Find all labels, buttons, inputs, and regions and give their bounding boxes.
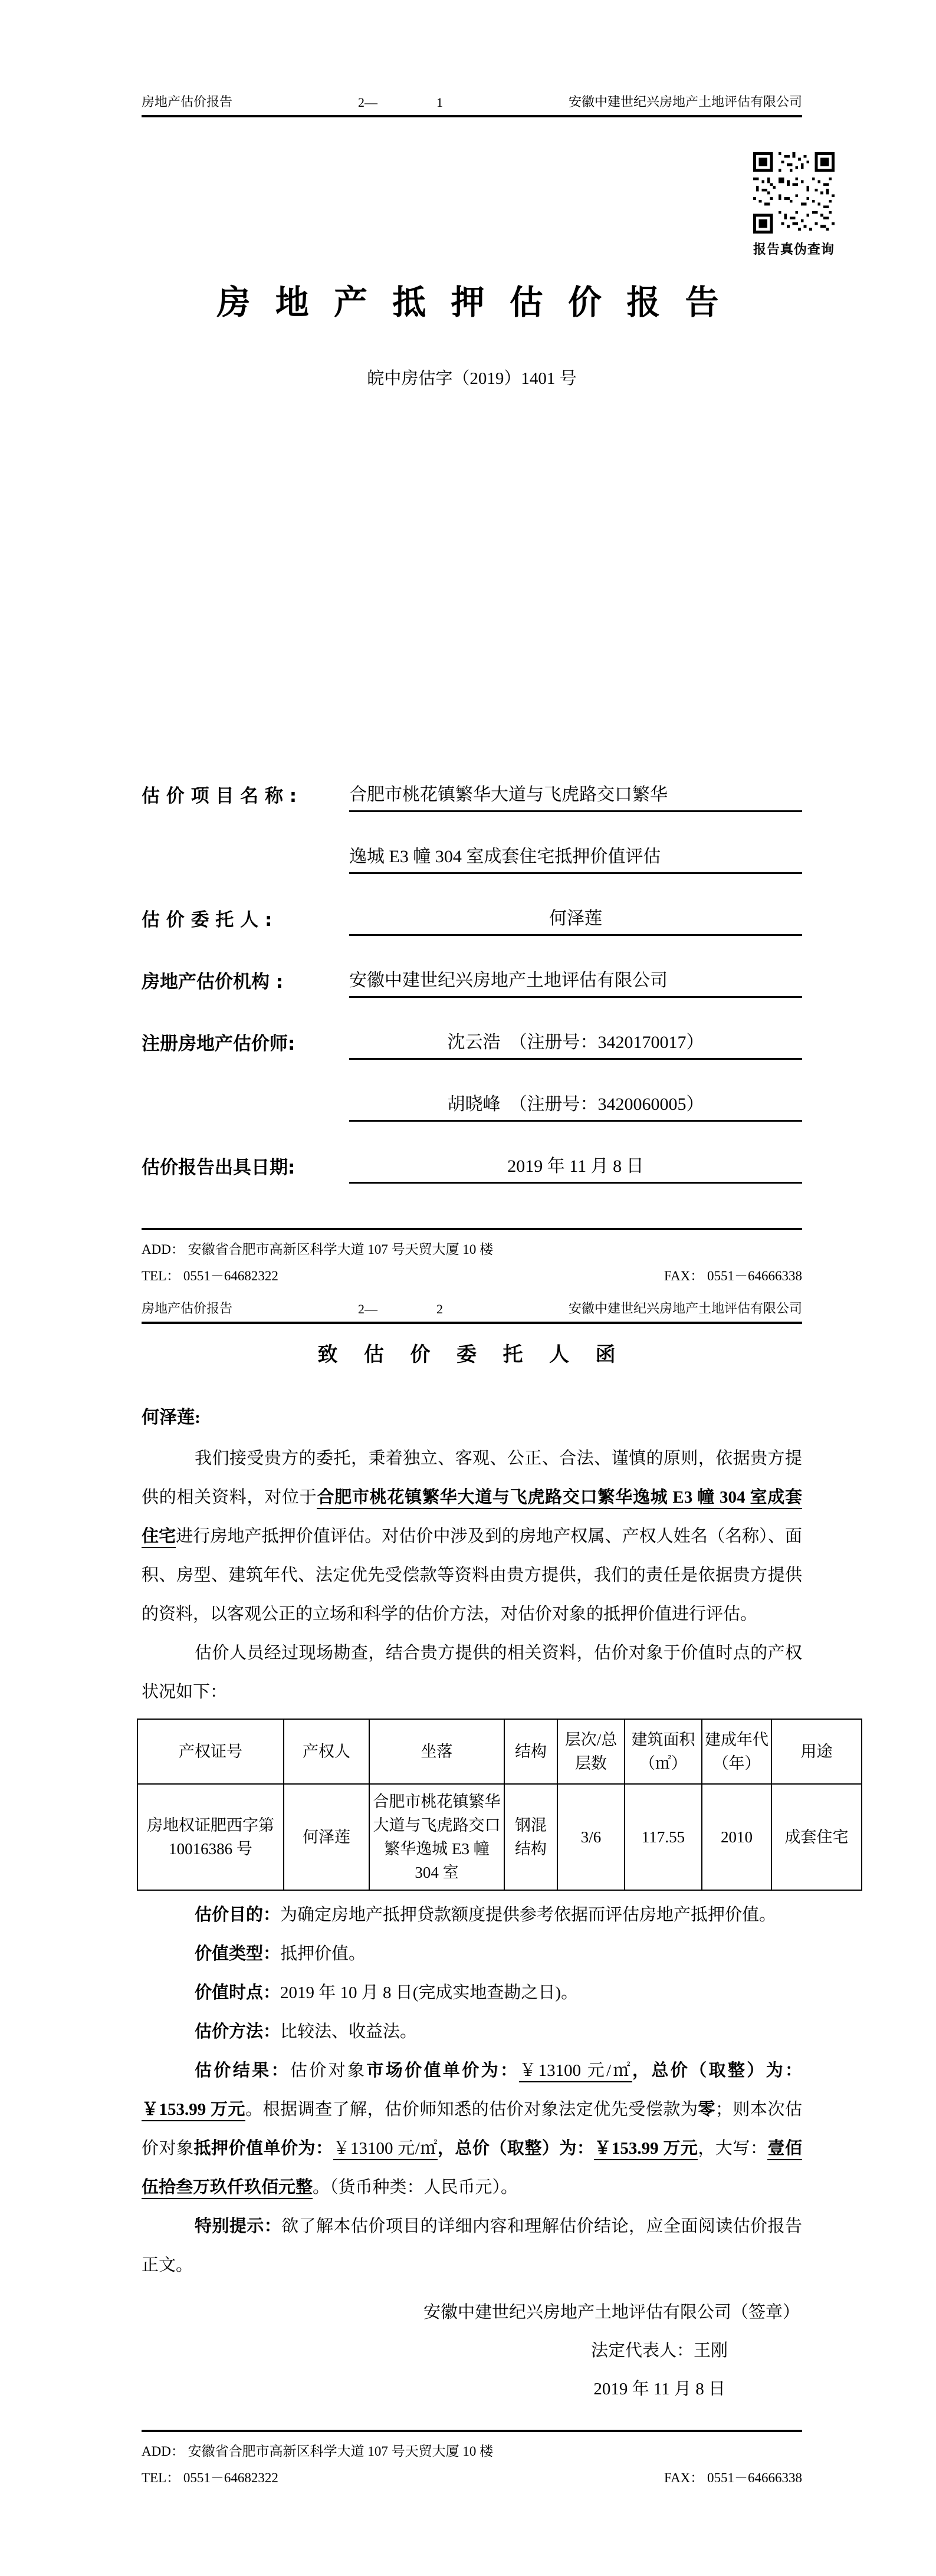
field-value: 安徽中建世纪兴房地产土地评估有限公司 [349, 965, 802, 998]
header-page-current: 2 [436, 1302, 443, 1316]
field-agency [142, 936, 802, 998]
property-rights-table [137, 1719, 862, 1891]
footer-tel: TEL： 0551－64682322 [142, 1269, 278, 1283]
letter-salutation: 何泽莲: [142, 1408, 201, 1427]
running-header [142, 0, 802, 117]
table-row [137, 1784, 862, 1890]
table-header-row [137, 1719, 862, 1784]
header-doc-type: 房地产估价报告 [142, 1301, 233, 1316]
cover-fields [142, 750, 802, 1184]
field-value: 胡晓峰 （注册号：3420060005） [349, 1089, 802, 1122]
table-header-cell: 建筑面积（㎡） [625, 1719, 702, 1784]
letter-title: 致 估 价 委 托 人 函 [317, 1344, 626, 1366]
field-project-name [142, 750, 802, 812]
table-cell-structure: 钢混结构 [504, 1784, 557, 1890]
header-page-current: 1 [436, 95, 443, 110]
item-method: 估价方法：比较法、收益法。 [195, 2022, 418, 2041]
page-footer [142, 1228, 802, 1284]
table-header-cell: 建成年代（年） [702, 1719, 771, 1784]
field-label: 注册房地产估价师: [142, 1033, 295, 1054]
signature-legal-rep: 法定代表人：王刚 [590, 2341, 728, 2360]
field-label: 估 价 项 目 名 称 : [142, 786, 297, 807]
table-cell-certificate-no: 房地权证肥西字第 10016386 号 [137, 1784, 284, 1890]
field-value: 2019 年 11 月 8 日 [349, 1151, 802, 1184]
field-client [142, 874, 802, 936]
field-value: 逸城 E3 幢 304 室成套住宅抵押价值评估 [349, 842, 802, 874]
footer-address: ADD： 安徽省合肥市高新区科学大道 107 号天贸大厦 10 楼 [142, 2444, 494, 2459]
item-value-date: 价值时点：2019 年 10 月 8 日(完成实地查勘之日)。 [195, 1983, 579, 2002]
letter-paragraph-1: 我们接受贵方的委托，秉着独立、客观、公正、合法、谨慎的原则，依据贵方提供的相关资料，对位于合肥市桃花镇繁华大道与飞虎路交口繁华逸城 E3 幢 304 室成套住宅进行房地产抵押价值评估。对估价中涉及到的房地产权属、产权人姓名（名称）、面积、房型、建筑年代、法定优先受偿款等资料由贵方提供，我们的责任是依据贵方提供的资料，以客观公正的立场和科学的估价方法，对估价对象的抵押价值进行评估。 [142, 1449, 802, 1624]
footer-fax: FAX： 0551－64666338 [664, 2470, 802, 2485]
item-purpose: 估价目的：为确定房地产抵押贷款额度提供参考依据而评估房地产抵押价值。 [195, 1905, 777, 1924]
qr-block [752, 152, 836, 258]
signature-date: 2019 年 11 月 8 日 [593, 2380, 725, 2398]
field-appraiser-1 [142, 998, 802, 1060]
footer-address: ADD： 安徽省合肥市高新区科学大道 107 号天贸大厦 10 楼 [142, 1242, 494, 1257]
table-header-cell: 产权人 [284, 1719, 369, 1784]
letter-paragraph-2: 估价人员经过现场勘查，结合贵方提供的相关资料，估价对象于价值时点的产权状况如下： [142, 1644, 802, 1701]
header-page-prefix: 2— [358, 1302, 377, 1316]
qr-label: 报告真伪查询 [753, 242, 835, 257]
item-result: 估价结果：估价对象市场价值单价为：￥13100 元/㎡，总价（取整）为：￥153.99 万元。根据调查了解，估价师知悉的估价对象法定优先受偿款为零；则本次估价对象抵押价值单价为：￥13100 元/㎡，总价（取整）为：￥153.99 万元，大写：壹佰伍拾叁万玖仟玖佰元整。（货币种类：人民币元）。 [142, 2051, 802, 2207]
header-company: 安徽中建世纪兴房地产土地评估有限公司 [568, 94, 802, 109]
field-label: 房地产估价机构 : [142, 971, 284, 993]
field-label: 估价报告出具日期: [142, 1157, 295, 1178]
signature-company: 安徽中建世纪兴房地产土地评估有限公司（签章） [423, 2303, 800, 2322]
table-header-cell: 层次/总层数 [557, 1719, 625, 1784]
running-header [142, 1288, 802, 1324]
page-footer [142, 2430, 802, 2486]
footer-fax: FAX： 0551－64666338 [664, 1269, 802, 1283]
header-company: 安徽中建世纪兴房地产土地评估有限公司 [568, 1301, 802, 1316]
field-value: 沈云浩 （注册号：3420170017） [349, 1027, 802, 1060]
item-special-note: 特别提示：欲了解本估价项目的详细内容和理解估价结论，应全面阅读估价报告正文。 [142, 2217, 802, 2275]
field-project-name-line2 [142, 812, 802, 874]
table-cell-use: 成套住宅 [771, 1784, 862, 1890]
report-number: 皖中房估字（2019）1401 号 [367, 369, 577, 388]
item-value-type: 价值类型：抵押价值。 [195, 1944, 366, 1963]
table-cell-floor: 3/6 [557, 1784, 625, 1890]
table-cell-year: 2010 [702, 1784, 771, 1890]
header-page-number [358, 1302, 443, 1317]
valuation-items [142, 1895, 802, 2285]
field-appraiser-2 [142, 1060, 802, 1122]
field-label [142, 1117, 349, 1122]
footer-tel: TEL： 0551－64682322 [142, 2470, 278, 2485]
header-page-number [358, 95, 443, 110]
table-header-cell: 坐落 [369, 1719, 504, 1784]
field-label [142, 869, 349, 874]
table-header-cell: 产权证号 [137, 1719, 284, 1784]
table-cell-owner: 何泽莲 [284, 1784, 369, 1890]
qr-code-icon [753, 152, 835, 234]
field-issue-date [142, 1122, 802, 1184]
table-header-cell: 用途 [771, 1719, 862, 1784]
table-header-cell: 结构 [504, 1719, 557, 1784]
signature-block [142, 2299, 802, 2400]
report-title: 房 地 产 抵 押 估 价 报 告 [216, 284, 727, 321]
field-value: 何泽莲 [349, 903, 802, 936]
table-cell-area: 117.55 [625, 1784, 702, 1890]
header-page-prefix: 2— [358, 95, 377, 110]
header-doc-type: 房地产估价报告 [142, 94, 233, 109]
field-value: 合肥市桃花镇繁华大道与飞虎路交口繁华 [349, 780, 802, 812]
page-2-letter [0, 1288, 936, 2576]
field-label: 估 价 委 托 人 : [142, 909, 272, 931]
table-cell-location: 合肥市桃花镇繁华大道与飞虎路交口繁华逸城 E3 幢 304 室 [369, 1784, 504, 1890]
